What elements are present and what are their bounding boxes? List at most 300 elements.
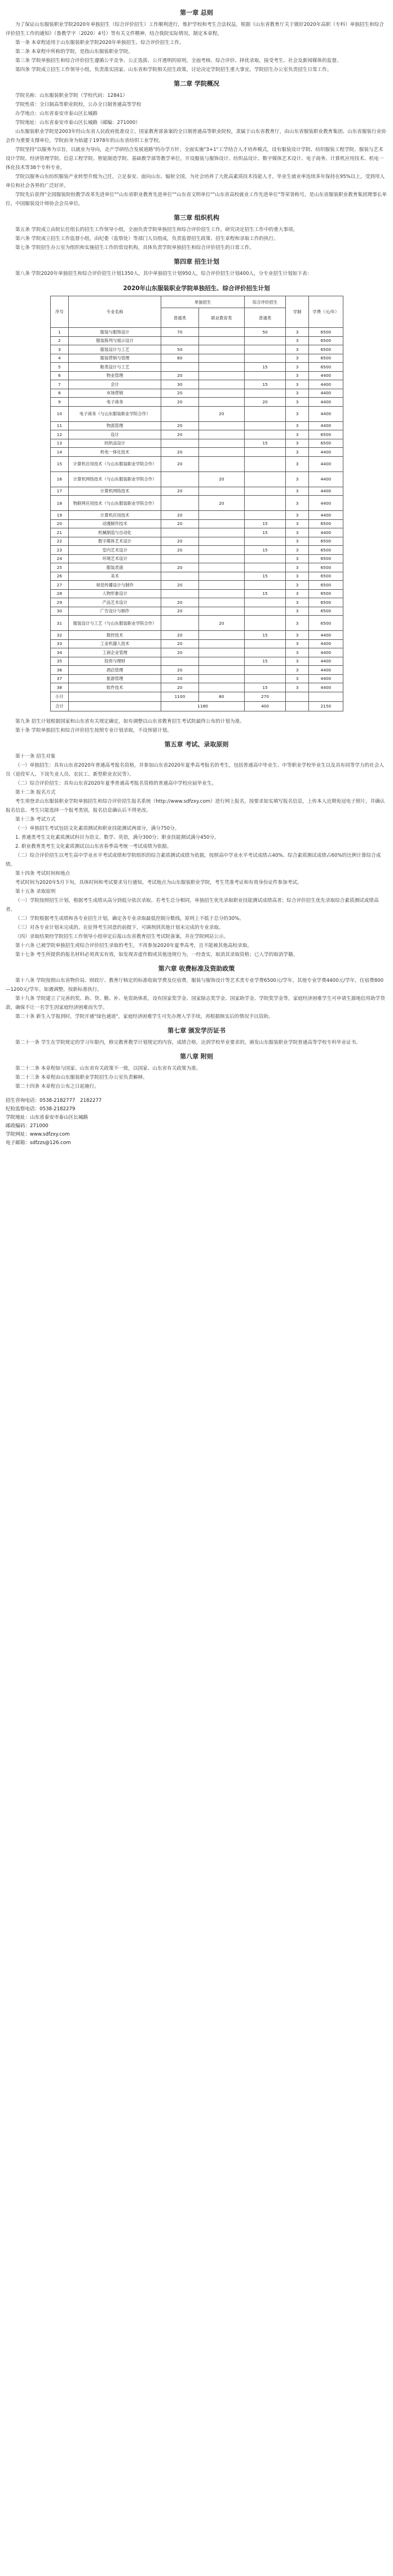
cell-general <box>161 406 199 421</box>
subtotal-label: 小计 <box>50 692 69 701</box>
cell-years: 3 <box>285 674 308 683</box>
paragraph: 第五条 学院成立由院长任组长的招生工作领导小组，全面负责学院单独招生和综合评价招生工作，研究决定招生工作中的重大事项。 <box>15 227 298 233</box>
cell-fee: 6500 <box>309 546 343 555</box>
cell-major: 美术 <box>69 572 161 581</box>
cell-fee: 4400 <box>309 389 343 398</box>
cell-vocational <box>198 389 244 398</box>
cell-no: 14 <box>50 448 69 457</box>
cell-major: 设计 <box>69 430 161 439</box>
subtotal-general: 1100 <box>161 692 199 701</box>
cell-vocational <box>198 345 244 354</box>
cell-comprehensive <box>245 448 286 457</box>
paragraph: （三）对各专业计划未完成的，在征得考生同意的前提下，可调剂到其他计划未完成的专业录取。 <box>15 924 224 931</box>
cell-comprehensive <box>245 389 286 398</box>
cell-major: 工业机器人技术 <box>69 639 161 648</box>
cell-major: 服装表演 <box>69 563 161 572</box>
chapter-2-title: 第二章 学院概况 <box>174 80 219 87</box>
cell-fee: 4400 <box>309 471 343 487</box>
paragraph: 第十一条 招生对象 <box>15 753 56 759</box>
cell-vocational <box>198 674 244 683</box>
cell-comprehensive <box>245 648 286 657</box>
cell-comprehensive <box>245 354 286 363</box>
plan-table-body <box>50 328 343 692</box>
cell-years: 3 <box>285 631 308 640</box>
cell-general: 20 <box>161 537 199 546</box>
cell-no: 20 <box>50 519 69 528</box>
cell-major: 动漫制作技术 <box>69 519 161 528</box>
paragraph: 第十九条 学院建立了完善的奖、助、贷、勤、补、免资助体系，设有国家奖学金、国家励志奖学金、国家助学金、学院奖学金等，家庭经济困难学生可申请生源地信用助学贷款，确保不让一名学生因家庭经济困难而失学。 <box>6 995 385 1011</box>
paragraph: 学院名称：山东服装职业学院（学校代码：12841） <box>15 93 128 99</box>
cell-years: 3 <box>285 563 308 572</box>
cell-fee: 6500 <box>309 363 343 372</box>
paragraph: （二）学院根据考生成绩和各专业招生计划，确定各专业录取最低控制分数线，原则上不低于总分的30%。 <box>15 915 244 922</box>
cell-vocational <box>198 456 244 471</box>
plan-row <box>50 430 343 439</box>
cell-general <box>161 657 199 666</box>
cell-no: 32 <box>50 631 69 640</box>
cell-fee: 4400 <box>309 496 343 511</box>
cell-comprehensive: 15 <box>245 631 286 640</box>
cell-no: 16 <box>50 471 69 487</box>
plan-row <box>50 589 343 598</box>
cell-vocational <box>198 328 244 337</box>
cell-years: 3 <box>285 666 308 675</box>
cell-no: 1 <box>50 328 69 337</box>
cell-major: 环境艺术设计 <box>69 554 161 563</box>
cell-vocational <box>198 683 244 692</box>
plan-row <box>50 537 343 546</box>
cell-comprehensive <box>245 371 286 380</box>
cell-vocational <box>198 380 244 389</box>
cell-general: 70 <box>161 328 199 337</box>
cell-major: 机电一体化技术 <box>69 448 161 457</box>
cell-years: 3 <box>285 598 308 607</box>
plan-row <box>50 572 343 581</box>
plan-row <box>50 528 343 537</box>
paragraph: 第六条 学院成立招生工作监督小组，由纪委（监察处）等部门人员组成，负责监督招生政策、招生章程和录取工作的执行。 <box>15 236 279 242</box>
paragraph: 第八条 学院2020年单独招生和综合评价招生计划1350人，其中单独招生计划950人，综合评价招生计划400人，分专业招生计划如下表： <box>15 271 312 277</box>
cell-fee: 6500 <box>309 430 343 439</box>
paragraph: 第十四条 考试时间和地点 <box>15 870 70 877</box>
cell-vocational <box>198 430 244 439</box>
cell-fee: 6500 <box>309 519 343 528</box>
contact-supervision-phone: 纪检监察电话：0538-2182279 <box>6 1106 76 1112</box>
cell-fee: 4400 <box>309 511 343 520</box>
cell-vocational <box>198 648 244 657</box>
cell-years: 3 <box>285 354 308 363</box>
cell-comprehensive <box>245 639 286 648</box>
col-group-comprehensive: 综合评价招生 <box>245 296 286 308</box>
plan-row <box>50 657 343 666</box>
cell-fee: 6500 <box>309 537 343 546</box>
admission-charter-page <box>6 0 387 1147</box>
cell-major: 纺织品设计 <box>69 439 161 448</box>
cell-comprehensive <box>245 345 286 354</box>
contact-postcode: 邮政编码：271000 <box>6 1123 48 1129</box>
contact-address: 学院地址：山东省泰安市泰山区长城路 <box>6 1114 89 1120</box>
cell-comprehensive <box>245 511 286 520</box>
plan-row <box>50 581 343 590</box>
cell-major: 物业管理 <box>69 371 161 380</box>
cell-years: 3 <box>285 471 308 487</box>
paragraph: 第二十二条 本章程如与国家、山东省有关政策不一致，以国家、山东省有关政策为准。 <box>15 1065 201 1071</box>
contact-phone: 招生咨询电话：0538-2182777 2182277 <box>6 1097 102 1104</box>
total-blank <box>285 701 308 711</box>
paragraph: 第二十条 新生入学报到时，学院开通"绿色通道"，家庭经济困难学生可先办理入学手续，再根据核实后的情况予以资助。 <box>15 1013 273 1020</box>
cell-fee: 4400 <box>309 398 343 407</box>
chapter-7-title: 第七章 颁发学历证书 <box>167 1026 226 1034</box>
cell-vocational: 20 <box>198 406 244 421</box>
cell-no: 25 <box>50 563 69 572</box>
cell-fee: 4400 <box>309 380 343 389</box>
subtotal-comprehensive: 270 <box>245 692 286 701</box>
col-header-comp-general: 普通类 <box>245 308 286 328</box>
cell-general <box>161 496 199 511</box>
plan-table-title: 2020年山东服装职业学院单独招生、综合评价招生计划 <box>123 285 270 292</box>
paragraph: （一）单独招生考试包括文化素质测试和职业技能测试两部分，满分750分。 <box>15 825 180 831</box>
contact-email: 电子邮箱：sdfzzs@126.com <box>6 1140 71 1146</box>
cell-vocational <box>198 336 244 345</box>
plan-row <box>50 328 343 337</box>
cell-fee: 4400 <box>309 371 343 380</box>
cell-major: 产品艺术设计 <box>69 598 161 607</box>
cell-no: 10 <box>50 406 69 421</box>
cell-comprehensive <box>245 554 286 563</box>
cell-vocational <box>198 537 244 546</box>
cell-no: 24 <box>50 554 69 563</box>
col-header-major: 专业名称 <box>69 296 161 328</box>
cell-vocational <box>198 511 244 520</box>
paragraph: 学院先后获得"全国服装院校教学改革先进单位""山东省职业教育先进单位""山东省文明单位""山东省高校就业工作先进单位"等荣誉称号，是山东省服装职业教育集团理事长单位、中国服装设计师协会会员单位。 <box>6 192 387 207</box>
cell-general: 20 <box>161 631 199 640</box>
paragraph: （二）综合评价招生：具有山东省2020年夏季普通高考报名资格的普通高中学校应届毕业生。 <box>15 780 217 786</box>
plan-row <box>50 439 343 448</box>
chapter-8-body <box>6 1064 387 1091</box>
cell-vocational <box>198 598 244 607</box>
plan-row <box>50 363 343 372</box>
cell-comprehensive <box>245 487 286 496</box>
cell-general: 20 <box>161 511 199 520</box>
cell-years: 3 <box>285 406 308 421</box>
cell-general <box>161 336 199 345</box>
cell-fee: 4400 <box>309 666 343 675</box>
cell-no: 5 <box>50 363 69 372</box>
plan-row <box>50 354 343 363</box>
cell-comprehensive <box>245 336 286 345</box>
cell-vocational <box>198 528 244 537</box>
plan-row <box>50 519 343 528</box>
plan-row <box>50 616 343 631</box>
chapter-1-title: 第一章 总则 <box>180 9 213 16</box>
cell-fee: 6500 <box>309 607 343 616</box>
paragraph: 第二条 本章程中所称的学院，是指山东服装职业学院。 <box>15 49 133 55</box>
contact-website: 学院网址：www.sdfzxy.com <box>6 1131 70 1137</box>
plan-row <box>50 406 343 421</box>
cell-comprehensive <box>245 430 286 439</box>
cell-no: 35 <box>50 657 69 666</box>
paragraph: （四）录取结果经学院招生工作领导小组审定后报山东省教育招生考试院备案，并在学院网站公示。 <box>15 933 229 940</box>
cell-vocational <box>198 354 244 363</box>
cell-comprehensive: 15 <box>245 657 286 666</box>
plan-row <box>50 598 343 607</box>
cell-major: 酒店管理 <box>69 666 161 675</box>
cell-comprehensive: 20 <box>245 398 286 407</box>
cell-no: 2 <box>50 336 69 345</box>
col-header-vocational: 职业教育类 <box>198 308 244 328</box>
total-sum: 2150 <box>309 701 343 711</box>
cell-years: 3 <box>285 683 308 692</box>
cell-years: 3 <box>285 657 308 666</box>
cell-major: 物流管理 <box>69 421 161 430</box>
cell-years: 3 <box>285 421 308 430</box>
cell-general: 20 <box>161 674 199 683</box>
cell-comprehensive <box>245 471 286 487</box>
cell-no: 13 <box>50 439 69 448</box>
cell-general: 20 <box>161 598 199 607</box>
plan-row <box>50 398 343 407</box>
cell-general <box>161 528 199 537</box>
cell-comprehensive <box>245 537 286 546</box>
cell-years: 3 <box>285 616 308 631</box>
cell-no: 8 <box>50 389 69 398</box>
plan-row <box>50 496 343 511</box>
cell-years: 3 <box>285 511 308 520</box>
cell-vocational <box>198 666 244 675</box>
cell-vocational <box>198 363 244 372</box>
cell-vocational <box>198 631 244 640</box>
cell-no: 3 <box>50 345 69 354</box>
cell-major: 室内艺术设计 <box>69 546 161 555</box>
total-single: 1180 <box>161 701 245 711</box>
cell-major: 软件技术 <box>69 683 161 692</box>
cell-vocational <box>198 563 244 572</box>
plan-row <box>50 648 343 657</box>
cell-general: 60 <box>161 354 199 363</box>
cell-vocational <box>198 398 244 407</box>
cell-fee: 6500 <box>309 554 343 563</box>
cell-comprehensive: 15 <box>245 380 286 389</box>
cell-general <box>161 363 199 372</box>
cell-general: 30 <box>161 380 199 389</box>
cell-vocational <box>198 487 244 496</box>
cell-no: 12 <box>50 430 69 439</box>
cell-no: 4 <box>50 354 69 363</box>
cell-no: 6 <box>50 371 69 380</box>
paragraph: 办学地点：山东省泰安市泰山区长城路 <box>15 111 98 117</box>
cell-general <box>161 471 199 487</box>
total-comprehensive: 400 <box>245 701 286 711</box>
cell-years: 3 <box>285 328 308 337</box>
cell-years: 3 <box>285 371 308 380</box>
cell-comprehensive <box>245 456 286 471</box>
cell-fee: 6500 <box>309 581 343 590</box>
cell-fee: 4400 <box>309 421 343 430</box>
cell-comprehensive <box>245 598 286 607</box>
cell-major: 服装与服饰设计 <box>69 328 161 337</box>
cell-years: 3 <box>285 336 308 345</box>
cell-fee: 6500 <box>309 572 343 581</box>
cell-general: 20 <box>161 448 199 457</box>
cell-general: 20 <box>161 546 199 555</box>
chapter-3-body <box>6 225 387 252</box>
cell-no: 19 <box>50 511 69 520</box>
cell-no: 38 <box>50 683 69 692</box>
cell-general <box>161 572 199 581</box>
paragraph: 第四条 学院成立招生工作领导小组，负责落实国家、山东省和学院相关招生政策，讨论决定学院招生重大事宜。学院招生办公室负责招生日常工作。 <box>15 67 332 73</box>
cell-fee: 4400 <box>309 657 343 666</box>
cell-no: 30 <box>50 607 69 616</box>
cell-fee: 6500 <box>309 589 343 598</box>
col-header-general: 普通类 <box>161 308 199 328</box>
cell-fee: 6500 <box>309 328 343 337</box>
plan-row <box>50 666 343 675</box>
plan-row <box>50 607 343 616</box>
cell-years: 3 <box>285 528 308 537</box>
cell-no: 34 <box>50 648 69 657</box>
cell-major: 数控技术 <box>69 631 161 640</box>
paragraph: 第十三条 考试方式 <box>15 816 56 822</box>
paragraph: 第二十一条 学生在学院规定的学习年限内，修完教育教学计划规定的内容，成绩合格，达到学校毕业要求的，颁发山东服装职业学院普通高等学校专科毕业证书。 <box>15 1039 361 1045</box>
cell-fee: 4400 <box>309 528 343 537</box>
paragraph: 1. 普通类考生文化素质测试科目为语文、数学、英语，满分300分；职业技能测试满分450分。 <box>15 834 219 840</box>
cell-general: 50 <box>161 345 199 354</box>
plan-row <box>50 371 343 380</box>
cell-no: 36 <box>50 666 69 675</box>
col-header-fee: 学费（元/年） <box>309 296 343 328</box>
col-header-no: 序号 <box>50 296 69 328</box>
paragraph: 第一条 本章程适用于山东服装职业学院2020年单独招生、综合评价招生工作。 <box>15 40 184 46</box>
cell-comprehensive <box>245 616 286 631</box>
cell-no: 23 <box>50 546 69 555</box>
cell-years: 3 <box>285 589 308 598</box>
cell-no: 11 <box>50 421 69 430</box>
cell-major: 广告设计与制作 <box>69 607 161 616</box>
cell-vocational <box>198 448 244 457</box>
paragraph: 第七条 学院招生办公室为组织和实施招生工作的常设机构，具体负责学院单独招生和综合评价招生的日常工作。 <box>15 245 254 251</box>
total-label: 合计 <box>50 701 69 711</box>
plan-row <box>50 639 343 648</box>
cell-years: 3 <box>285 639 308 648</box>
subtotal-blank <box>309 692 343 701</box>
cell-no: 29 <box>50 598 69 607</box>
chapter-6-body <box>6 976 387 1021</box>
cell-fee: 6500 <box>309 598 343 607</box>
cell-general: 20 <box>161 581 199 590</box>
cell-fee: 6500 <box>309 354 343 363</box>
cell-general: 20 <box>161 371 199 380</box>
cell-comprehensive: 15 <box>245 683 286 692</box>
cell-years: 3 <box>285 487 308 496</box>
cell-years: 3 <box>285 430 308 439</box>
paragraph: （二）综合评价招生以考生高中学业水平考试成绩和学院组织的综合素质测试成绩为依据，按照高中学业水平考试成绩占40%、综合素质测试成绩占60%的比例计算综合成绩。 <box>6 852 381 867</box>
paragraph: 学院以服务山东纺织服装产业转型升级为己任，立足泰安、面向山东、辐射全国，为社会培养了大批高素质技术技能人才，毕业生就业率连续多年保持在95%以上，受到用人单位和社会各界的广泛好评。 <box>6 174 385 189</box>
cell-comprehensive <box>245 666 286 675</box>
cell-fee: 4400 <box>309 648 343 657</box>
plan-row <box>50 471 343 487</box>
cell-vocational <box>198 439 244 448</box>
cell-general: 20 <box>161 563 199 572</box>
cell-fee: 4400 <box>309 448 343 457</box>
cell-years: 3 <box>285 448 308 457</box>
paragraph: 考试时间为2020年5月下旬，具体时间和考试要求另行通知。考试地点为山东服装职业学院，考生凭准考证和有效身份证件参加考试。 <box>15 879 302 886</box>
cell-major: 会计 <box>69 380 161 389</box>
cell-general: 20 <box>161 683 199 692</box>
cell-comprehensive: 15 <box>245 589 286 598</box>
cell-comprehensive: 15 <box>245 519 286 528</box>
cell-vocational <box>198 554 244 563</box>
cell-major: 物联网应用技术（与山东服装职业学院合作） <box>69 496 161 511</box>
cell-general: 20 <box>161 421 199 430</box>
cell-general: 20 <box>161 519 199 528</box>
paragraph: 第十五条 录取原则 <box>15 888 56 895</box>
plan-row <box>50 674 343 683</box>
cell-no: 15 <box>50 456 69 471</box>
paragraph: 学院坚持"以服务为宗旨，以就业为导向，走产学研结合发展道路"的办学方针，全面实施"3+1"工学结合人才培养模式，设有服装设计学院、纺织服装工程学院、服装与艺术设计学院、经济管理学院、信息工程学院、智能制造学院、基础教学部等教学单位，开设服装与服饰设计、纺织品设计、数字媒体艺术设计、电子商务、计算机应用技术、机电一体化技术等38个专科专业。 <box>6 147 384 171</box>
cell-vocational <box>198 639 244 648</box>
cell-fee: 4400 <box>309 639 343 648</box>
paragraph: 第十八条 学院按照山东省物价局、财政厅、教育厅核定的标准收取学费及住宿费，服装与服饰设计等艺术类专业学费6500元/学年，其他专业学费4400元/学年，住宿费800—1200元/学年。如遇调整，按新标准执行。 <box>6 977 384 993</box>
col-header-years: 学制 <box>285 296 308 328</box>
cell-vocational <box>198 581 244 590</box>
cell-major: 计算机应用技术（与山东服装职业学院合作） <box>69 456 161 471</box>
cell-years: 3 <box>285 380 308 389</box>
cell-vocational <box>198 371 244 380</box>
cell-general <box>161 554 199 563</box>
paragraph: （一）单独招生：具有山东省2020年普通高考报名资格，并参加山东省2020年夏季高考报名的考生，包括普通高中毕业生、中等职业学校毕业生以及具有同等学力的社会人员（退役军人、下岗失业人员、农民工、新型职业农民等）。 <box>6 762 384 777</box>
cell-no: 33 <box>50 639 69 648</box>
cell-years: 3 <box>285 398 308 407</box>
cell-years: 3 <box>285 389 308 398</box>
paragraph: 第十条 学院单独招生和综合评价招生按照专业计划录取，不设预留计划。 <box>15 727 172 733</box>
cell-comprehensive <box>245 563 286 572</box>
cell-no: 28 <box>50 589 69 598</box>
cell-comprehensive <box>245 421 286 430</box>
plan-row <box>50 554 343 563</box>
cell-major: 工商企业管理 <box>69 648 161 657</box>
cell-vocational <box>198 421 244 430</box>
cell-major: 服装设计与工艺 <box>69 345 161 354</box>
cell-major: 服装设计与工艺（与山东服装职业学院合作） <box>69 616 161 631</box>
paragraph: 第二十四条 本章程自公布之日起施行。 <box>15 1083 99 1089</box>
cell-general: 20 <box>161 639 199 648</box>
chapter-4-title: 第四章 招生计划 <box>174 258 219 265</box>
cell-general <box>161 616 199 631</box>
cell-general: 20 <box>161 607 199 616</box>
subtotal-blank <box>69 692 161 701</box>
plan-row <box>50 389 343 398</box>
plan-row <box>50 345 343 354</box>
paragraph: 第三条 学院单独招生和综合评价招生遵循公平竞争、公正选拔、公开透明的原则，全面考核、综合评价、择优录取，接受考生、社会及新闻媒体的监督。 <box>15 58 342 64</box>
cell-no: 7 <box>50 380 69 389</box>
subtotal-vocational: 80 <box>198 692 244 701</box>
cell-major: 服装陈列与展示设计 <box>69 336 161 345</box>
cell-major: 数字媒体艺术设计 <box>69 537 161 546</box>
contact-info <box>6 1097 387 1147</box>
paragraph: 学院地址：山东省泰安市泰山区长城路（邮编：271000） <box>15 120 140 126</box>
plan-row <box>50 563 343 572</box>
cell-fee: 6500 <box>309 345 343 354</box>
cell-comprehensive: 15 <box>245 572 286 581</box>
cell-vocational <box>198 607 244 616</box>
paragraph: 学院性质：全日制高等职业院校，公办全日制普通高等学校 <box>15 102 142 108</box>
chapter-1-body <box>6 20 387 74</box>
cell-general: 20 <box>161 398 199 407</box>
cell-general <box>161 439 199 448</box>
cell-comprehensive: 15 <box>245 528 286 537</box>
plan-row <box>50 336 343 345</box>
cell-general: 20 <box>161 648 199 657</box>
total-row <box>50 701 343 711</box>
